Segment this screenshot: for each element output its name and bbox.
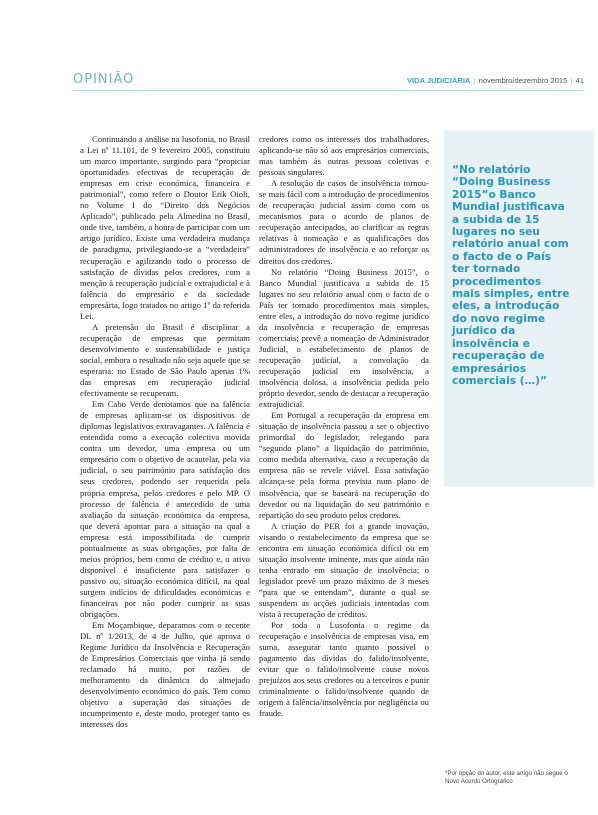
paragraph: Por toda a Lusofonia o regime da recuperação e insolvência de empresas visa, em suma, assegurar tanto quanto possível o pagamento das dívidas do falido/insolvente, evitar que o falido/insolvente cause novos prejuízos aos seus credores ou a terceiros e punir criminalmente o falido/insolvente quando de origem à falência/insolvência por negligência ou fraude.	[259, 620, 429, 719]
running-header	[407, 76, 584, 85]
article-column-2	[259, 134, 429, 719]
paragraph: A resolução de casos de insolvência tornou-se mais fácil com a introdução de procedimentos de recuperação judicial assim como com os mecanismos para o acordo de planos de recuperação antecipados, ao clarificar as regras relativas à nomeação e as qualificações dos administradores de insolvência e ao reforçar os direitos dos credores.	[259, 178, 429, 266]
header-separator: |	[473, 76, 476, 85]
header-separator: |	[570, 76, 573, 85]
header-rule	[73, 90, 584, 91]
paragraph: A pretensão do Brasil é disciplinar a recuperação de empresas que permitam desenvolvimento e sustentabilidade e justiça social, embora o resultado não seja aquele que se esperaria: no Estado de São Paulo apenas 1% das empresas em recuperação judicial efectivamente se recuperam.	[80, 321, 250, 399]
article-column-1	[80, 134, 250, 731]
paragraph: credores como os interesses dos trabalhadores, aplicando-se não só aos empresários comerciais, mas também às outras pessoas coletivas e pessoas singulares.	[259, 134, 429, 178]
page-number: 41	[575, 76, 584, 85]
paragraph: Em Portugal a recuperação da empresa em situação de insolvência passou a ser o objectivo primordial do legislador, relegando para “segundo plano” a liquidação do património, como medida alternativa, caso a recuperação da empresa não se revele viável. Essa satisfação alcança-se pela forma prevista num plano de insolvência, que se baseará na recuperação do devedor ou na liquidação do seu património e repartição do seu produto pelos credores.	[259, 410, 429, 520]
paragraph: Continuando a análise na lusofonia, no Brasil a Lei nº 11.101, de 9 fevereiro 2005, constituiu um marco importante, surgindo para “propiciar oportunidades efectivas de recuperação de empresas em crise económica, financeira e patrimonial”, como refere o Doutor Erik Oioli, no Volume I do “Direito dos Negócios Aplicado”, publicado pela Almedina no Brasil, onde tive, também, a honra de participar com um artigo jurídico. Existe uma verdadeira mudança de paradigma, privilegiando-se a “verdadeira” recuperação e agilizando todo o processo de satisfação de dívidas pelos credores, com a menção à recuperação judicial e extrajudicial e à falência do empresário e da sociedade empresária, logo tratados no artigo 1º da referida Lei.	[80, 134, 250, 321]
section-title: OPINIÃO	[73, 72, 135, 87]
pull-quote: “No relatório “Doing Business 2015”o Banco Mundial justificava a subida de 15 lugares no seu relatório anual com o facto de o País ter tornado procedimentos mais simples, entre eles, a introdução do novo regime jurídico da insolvência e recuperação de empresários comerciais (…)”	[452, 164, 570, 387]
footnote: *Por opção do autor, este artigo não segue o Novo Acordo Ortográfico	[445, 770, 568, 785]
paragraph: No relatório “Doing Business 2015”, o Banco Mundial justificava a subida de 15 lugares no seu relatório anual com o facto de o País ter tornado procedimentos mais simples, entre eles, a introdução do novo regime jurídico da insolvência e recuperação de empresas comerciais; prevê a nomeação de Administrador Judicial, o estabelecimento de planos de recuperação judicial, a convolação da recuperação judicial em insolvência, a insolvência dolosa, a insolvência pedida pelo próprio devedor, sendo de destacar a recuperação extrajudicial.	[259, 266, 429, 410]
paragraph: A criação do PER foi a grande inovação, visando o restabelecimento da empresa que se encontra em situação económica difícil ou em situação insolvente iminente, mas que ainda não tenha entrado em situação de insolvência; o legislador prevê um prazo máximo de 3 meses “para que se entendam”, durante o qual se suspendem as acções judiciais intentadas com vista à recuperação de créditos.	[259, 520, 429, 620]
paragraph: Em Moçambique, deparamos com o recente DL nº 1/2013, de 4 de Julho, que aprova o Regime Jurídico da Insolvência e Recuperação de Empresários Comerciais que vinha já sendo reclamado há muito, por razões de melhoramento da dinâmica do almejado desenvolvimento económico do país. Tem como objetivo a superação das situações de incumprimento e, deste modo, proteger tanto os interesses dos	[80, 620, 250, 730]
issue-date: novembro/dezembro 2015	[478, 76, 568, 85]
paragraph: Em Cabo Verde denotamos que na falência de empresas aplicam-se os dispositivos de diplomas legislativos extravagantes. A falência é entendida como a execução colectiva movida contra um devedor, uma empresa ou um empresário com o objetivo de acautelar, pela via judicial, o seu património para satisfação dos seus credores, podendo ser requerida pela própria empresa, pelos credores e pelo MP. O processo de falência é antecedido de uma avaliação da situação económica da empresa, que deverá apontar para a situação na qual a empresa está impossibilitada de cumprir pontualmente as suas obrigações, por falta de meios próprios, bem como de crédito e, o ativo disponível é insuficiente para satisfazer o passivo ou, situação económica difícil, na qual surgem indícios de dificuldades económicas e financeiras por não poder cumprir as suas obrigações.	[80, 399, 250, 620]
publication-name: VIDA JUDICIÁRIA	[406, 76, 471, 85]
